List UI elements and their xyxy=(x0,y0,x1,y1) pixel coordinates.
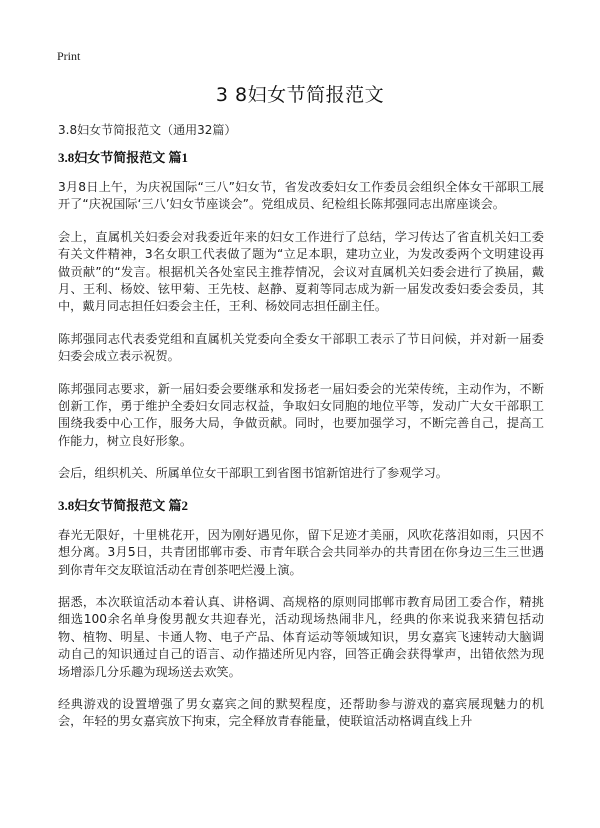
paragraph: 春光无限好，十里桃花开，因为刚好遇见你，留下足迹才美丽，风吹花落泪如雨，只因不想分离。3月5日，共青团邯郸市委、市青年联合会共同举办的共青团在你身边三生三世遇到你青年交友联谊活动在青创茶吧烂漫上演。 xyxy=(58,527,544,577)
paragraph: 据悉，本次联谊活动本着认真、讲格调、高规格的原则同邯郸市教育局团工委合作，精挑细选100余名单身俊男靓女共迎春光，活动现场热闹非凡，经典的你来说我来猜包括动物、植物、明星、卡通人物、电子产品、体育运动等领域知识，男女嘉宾飞速转动大脑调动自己的知识通过自己的语言、动作描述所见内容，回答正确会获得掌声，出错依然为现场增添几分乐趣为现场送去欢笑。 xyxy=(58,594,544,679)
section-1 xyxy=(58,150,544,483)
print-link[interactable]: Print xyxy=(57,49,81,63)
section-heading: 3.8妇女节简报范文 篇2 xyxy=(58,497,189,513)
paragraph: 经典游戏的设置增强了男女嘉宾之间的默契程度，还帮助参与游戏的嘉宾展现魅力的机会，年轻的男女嘉宾放下拘束，完全释放青春能量，使联谊活动格调直线上升 xyxy=(58,696,544,729)
section-heading: 3.8妇女节简报范文 篇1 xyxy=(58,150,189,165)
paragraph: 3月8日上午，为庆祝国际“三八”妇女节，省发改委妇女工作委员会组织全体女干部职工展开了“庆祝国际‘三八’妇女节座谈会”。党组成员、纪检组长陈邦强同志出席座谈会。 xyxy=(58,180,544,212)
section-2 xyxy=(58,498,544,731)
paragraph: 陈邦强同志要求，新一届妇委会要继承和发扬老一届妇委会的光荣传统，主动作为，不断创新工作，勇于维护全委妇女同志权益，争取妇女同胞的地位平等，发动广大女干部职工围绕我委中心工作，服务大局，争做贡献。同时，也要加强学习，不断完善自己，提高工作能力，树立良好形象。 xyxy=(58,381,544,448)
paragraph: 会后，组织机关、所属单位女干部职工到省图书馆新馆进行了参观学习。 xyxy=(58,466,448,481)
article-body xyxy=(58,122,544,746)
paragraph: 陈邦强同志代表委党组和直属机关党委向全委女干部职工表示了节日问候，并对新一届委妇委会成立表示祝贺。 xyxy=(58,331,544,364)
article-subtitle: 3.8妇女节简报范文（通用32篇） xyxy=(58,123,237,137)
page-title: 3 8妇女节简报范文 xyxy=(215,84,385,106)
paragraph: 会上，直属机关妇委会对我委近年来的妇女工作进行了总结，学习传达了省直机关妇工委有关文件精神，3名女职工代表做了题为“立足本职，建功立业，为发改委两个文明建设再做贡献”的“发言。根据机关各处室民主推荐情况，会议对直属机关妇委会进行了换届，戴月、王利、杨姣、铉甲菊、王先枝、赵静、夏莉等同志成为新一届发改委妇委会委员，其中，戴月同志担任妇委会主任，王利、杨姣同志担任副主任。 xyxy=(58,229,544,314)
